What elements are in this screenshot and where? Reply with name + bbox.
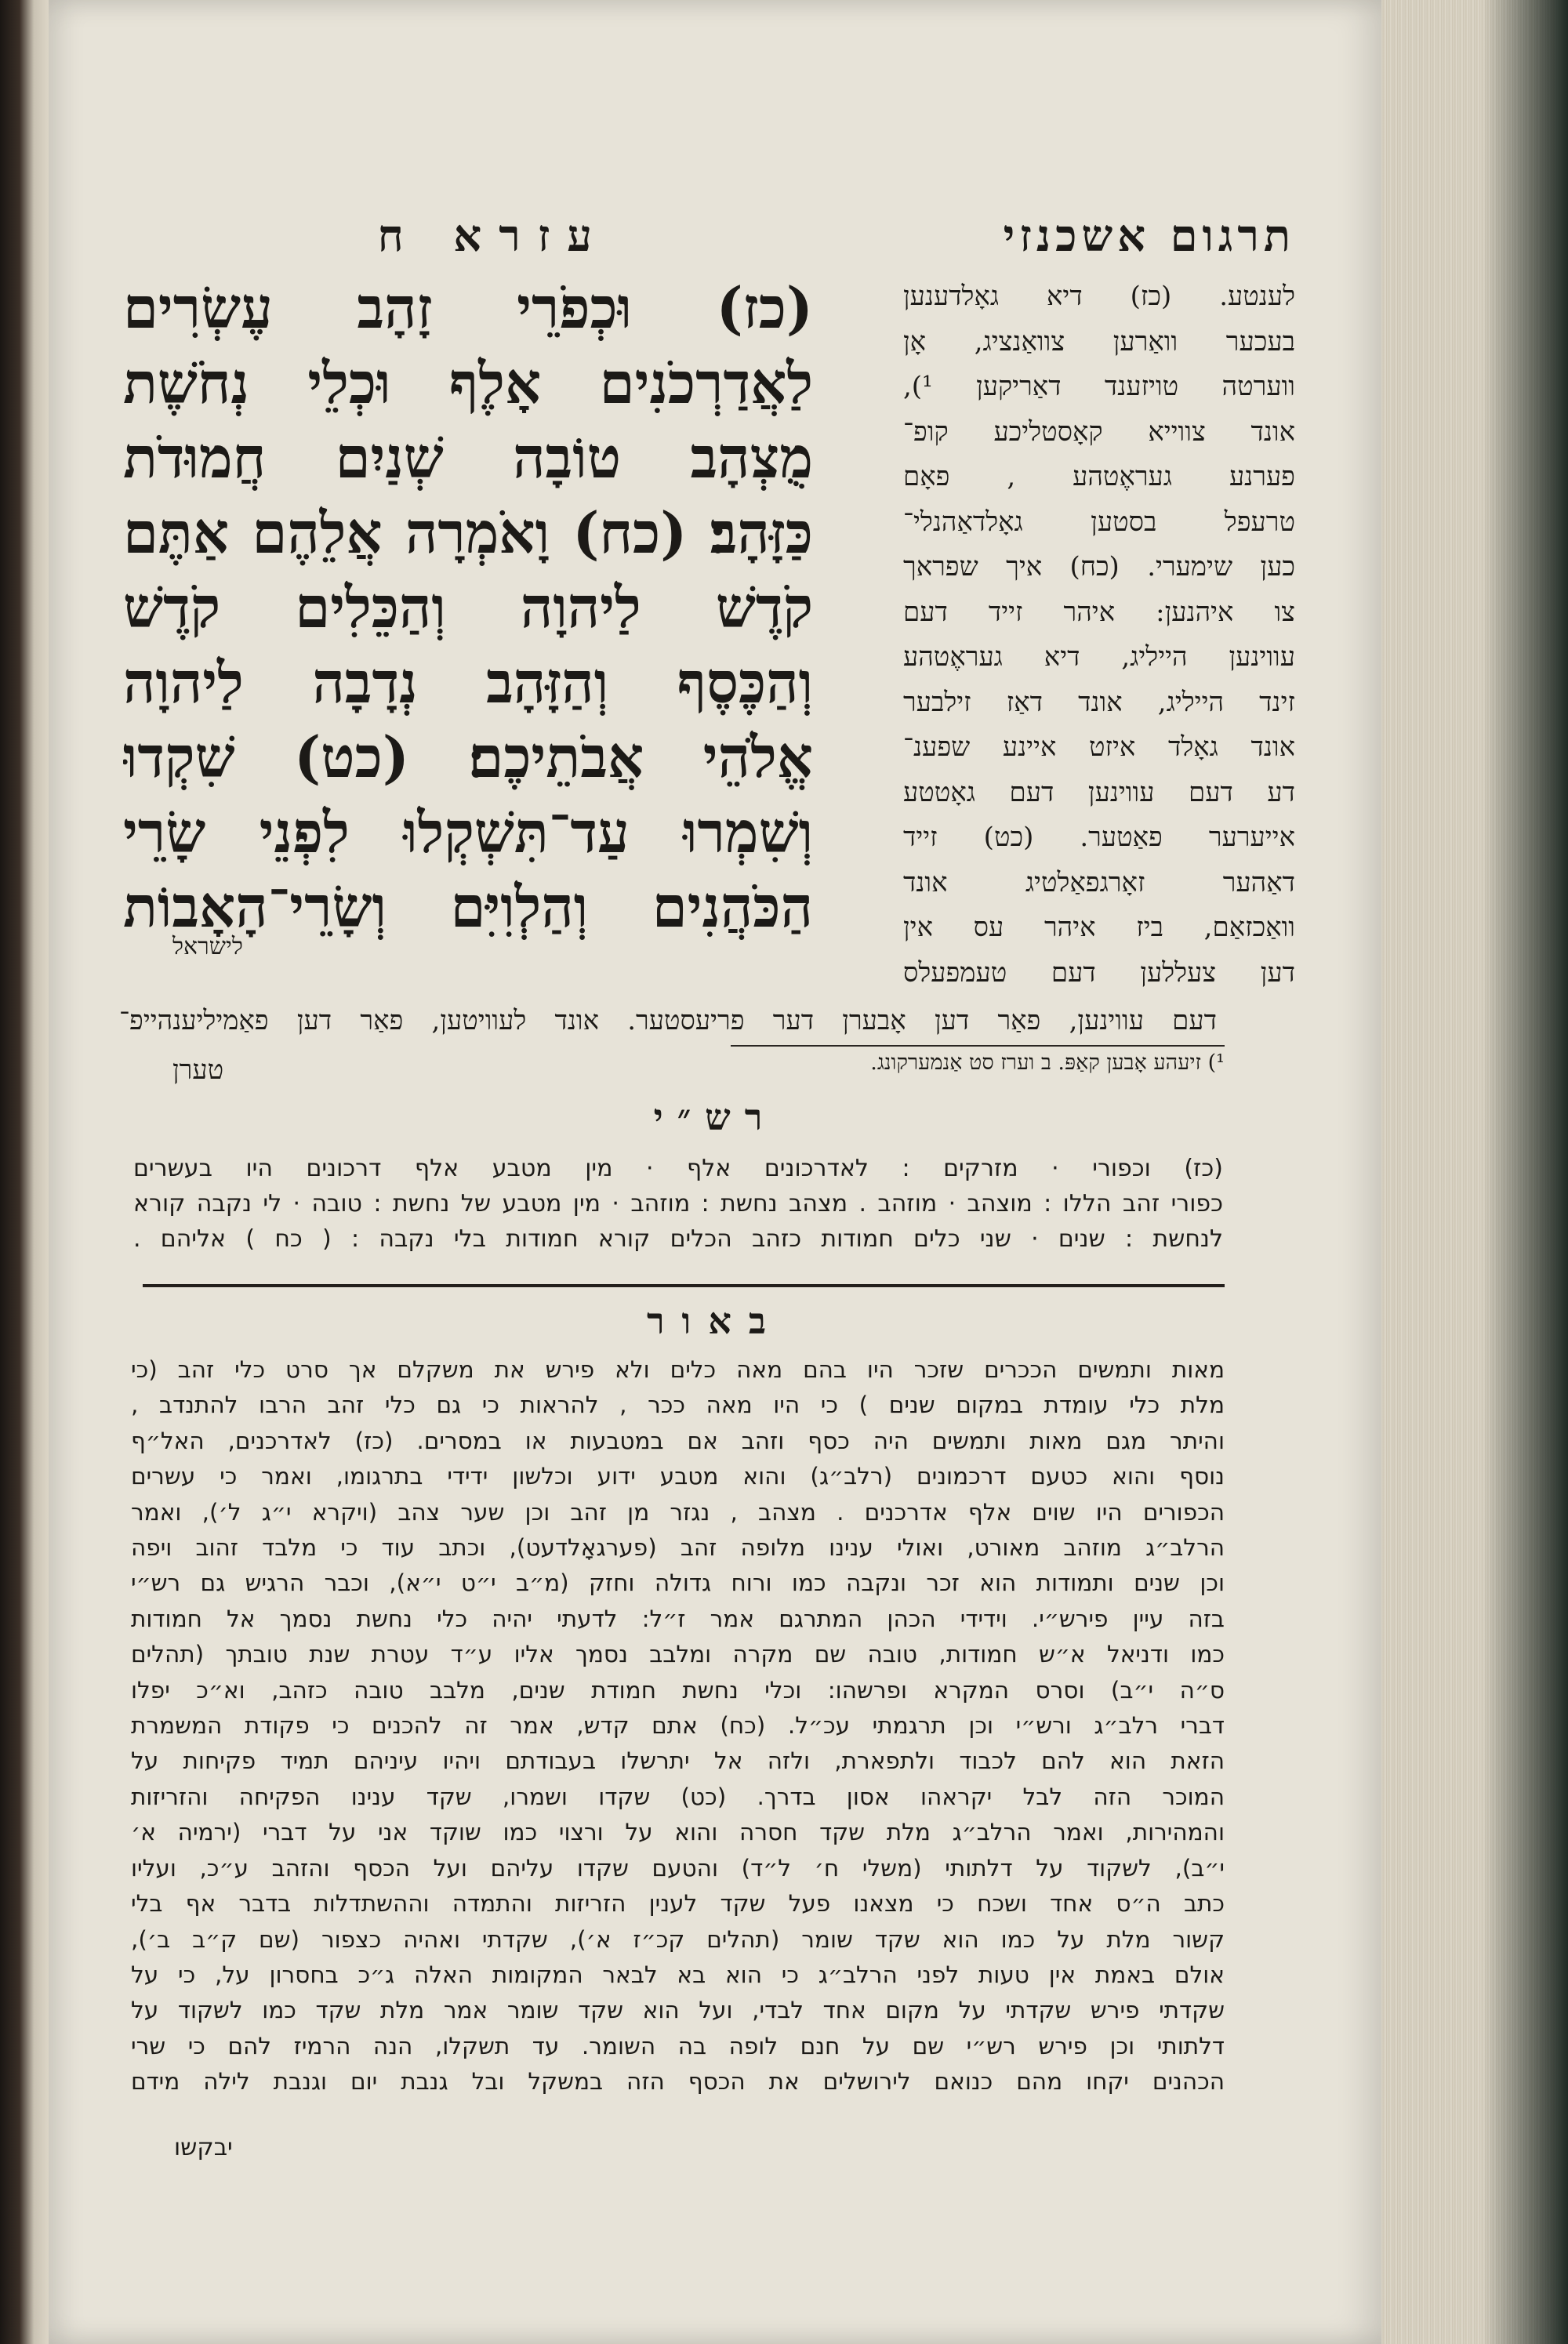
biur-line: מלת כלי עומדת במקום שנים ) כי היו מאה ככר , להראות כי גם כלי זהב הרבו להתנדב , — [131, 1392, 1225, 1419]
biur-line: אולם באמת אין טעות לפני הרלב״ג כי הוא בא לבאר המקומות האלה ג״כ בחסרון על, כי על — [131, 1961, 1225, 1988]
translation-line: וואַכזאַם, ביז איהר עס אין — [903, 912, 1295, 943]
rashi-heading: רש״י — [653, 1096, 777, 1138]
translation-line: ווערטה טויזענד דאַריקען ¹), — [903, 371, 1295, 402]
hebrew-line: קֹדֶשׁ לַיהוָה וְהַכֵּלִים קֹדֶשׁ — [123, 574, 813, 640]
hebrew-line: מֻצְהָב טוֹבָה שְׁנַיִם חֲמוּדֹת — [123, 424, 813, 491]
yiddish-translation-column — [903, 274, 1295, 996]
translation-catchword: טערן — [172, 1054, 224, 1086]
biur-line: בזה עיין פירש״י. וידידי הכהן המתרגם אמר ז״ל: לדעתי יהיה כלי נחשת נסמך אל חמודות — [131, 1605, 1225, 1632]
biur-commentary — [131, 1352, 1225, 2100]
hebrew-line: הַכֹּהֲנִים וְהַלְוִיִּם וְשָׂרֵי־הָאָבוֹת — [123, 873, 813, 940]
biur-heading: באור — [646, 1300, 784, 1342]
biur-line: המוכר הזה לבל יקראהו אסון בדרך. (כט) שקדו ושמרו, שקד ענינו הפקיחה והזריזות — [131, 1783, 1225, 1810]
translation-line: אונד צווייא קאָסטליכע קופ־ — [903, 415, 1295, 448]
book-page — [49, 0, 1381, 2344]
biur-line: דברי רלב״ג ורש״י וכן תרגמתי עכ״ל. (כח) אתם קדש, אמר זה להכנים כי פקודת המשמרת — [131, 1712, 1225, 1740]
biur-line: הכפורים היו שוים אלף אדרכנים . מצהב , נגזר מן זהב וכן שער צהב (ויקרא י״ג ל׳), ואמר — [131, 1498, 1225, 1526]
book-chapter-title: עזרא ח — [377, 210, 609, 262]
biur-line: קשור מלת על כמו הוא שקד שומר (תהלים קכ״ז א׳), שקדתי ואהיה כצפור (שם ק״ב ב׳), — [131, 1925, 1225, 1953]
translation-line: דאַהער זאָרגפאַלטיג אונד — [903, 866, 1295, 898]
biur-line: הכהנים יקחו מהם כנואם לירושלים את הכסף הזה במשקל ובל גנבת יום וגנבת לילה מידם — [131, 2068, 1225, 2095]
footnote-divider — [731, 1045, 1225, 1047]
translation-line: לענטע. (כז) דיא גאָלדענען — [903, 281, 1295, 312]
biur-line: כמו ודניאל א״ש חמודות, טובה שם מקרה ומלבב נסמך אליו ע״ד עטרת שנת טובתך (תהלים — [131, 1641, 1225, 1668]
biur-line: וכן שנים ותמודות הוא זכר ונקבה כמו ורוח גדולה וחזק (מ״ב י״ט י״א), וכבר הרגיש גם רש״י — [131, 1569, 1225, 1597]
biur-line: הזאת הוא להם לכבוד ולתפארת, ולזה אל יתרשלו בעבודתם ויהיו עיניהם תמיד פקיחות על — [131, 1747, 1225, 1775]
hebrew-line: לַאֲדַרְכֹנִים אָלֶף וּכְלֵי נְחֹשֶׁת — [123, 349, 813, 416]
biur-line: ס״ה י״ב) וסרס המקרא ופרשהו: וכלי נחשת חמודת שנים, מלבב טובה כזהב, וא״כ יפלו — [131, 1676, 1225, 1704]
hebrew-line: כַּזָּהָב׃ (כח) וָאֹמְרָה אֲלֵהֶם אַתֶּם — [123, 499, 813, 566]
book-binding-edge — [0, 0, 49, 2344]
rashi-line: לנחשת : שנים · שני כלים חמודות כזהב הכלים קורא חמודות בלי נקבה : ( כח ) אליהם . — [133, 1225, 1223, 1253]
rashi-line: כפורי זהב הללו : מוצהב · מוזהב . מצהב נחשת : מוזהב · מין מטבע של נחשת : טובה · לי נקבה קורא — [133, 1190, 1223, 1217]
translation-line: עווינען הייליג, דיא געראֶטהע — [903, 641, 1295, 673]
biur-line: והיתר מגם מאות ותמשים היה כסף וזהב אם במטבעות או במסרים. (כז) לאדרכנים, האל״ף — [131, 1427, 1225, 1454]
translation-line: כען שימערי. (כח) איך שפראך — [903, 551, 1295, 582]
hebrew-line: (כז) וּכְפֹרֵי זָהָב עֶשְׂרִים — [123, 274, 813, 341]
translation-column-title: תרגום אשכנזי — [1003, 210, 1295, 262]
hebrew-catchword: לישראל — [172, 933, 243, 960]
translation-line: טרעפל בסטען גאָלדאַהנלי־ — [903, 506, 1295, 538]
translation-line: דען צעללען דעם טעמפעלס — [903, 956, 1295, 989]
biur-line: שקדתי פירש שקדתי על מקום אחד לבדי, ועל הוא שקד שומר אמר מלת שקד כמו לשקוד על — [131, 1997, 1225, 2024]
hebrew-line: וְשִׁמְרוּ עַד־תִּשְׁקְלוּ לִפְנֵי שָׂרֵי — [123, 798, 813, 865]
translation-line: זינד הייליג, אונד דאַז זילבער — [903, 686, 1295, 718]
hebrew-scripture-text — [123, 270, 813, 945]
section-divider — [143, 1284, 1225, 1287]
translation-footnote: ¹) זיעהע אָבען קאַפּ. ב וערז סט אַנמערקונג. — [870, 1050, 1225, 1075]
hebrew-line: אֱלֹהֵי אֲבֹתֵיכֶם׃ (כט) שִׁקְדוּ — [123, 724, 813, 790]
biur-line: כתב ה״ס אחד ושכח כי מצאנו פעל שקד לענין הזריזות והתמדה וההשתדלות בדבר אף בלי — [131, 1890, 1225, 1918]
translation-line: אייערער פאַטער. (כט) זייד — [903, 822, 1295, 853]
biur-line: מאות ותמשים הככרים שזכר היו בהם מאה כלים ולא פירש את משקלם אך סרט כלי זהב (כי — [131, 1356, 1225, 1383]
biur-line: והמהירות, ואמר הרלב״ג מלת שקד חסרה והוא על ורצוי כמו שוקד אני על דברי (ירמיה א׳ — [131, 1819, 1225, 1846]
biur-line: נוסף והוא כטעם דרכמונים (רלב״ג) והוא מטבע ידוע וכלשון ידידי בתרגומו, ואמר כי עשרים — [131, 1463, 1225, 1490]
translation-full-width-line: דעם עווינען, פאַר דען אָבערן דער פריעסטער. אונד לעוויטען, פאַר דען פאַמיליענהייפ־ — [119, 1005, 1217, 1036]
rashi-commentary — [133, 1151, 1223, 1257]
biur-line: דלתותי וכן פירש רש״י שם על חנם לופה בה השומר. עד תשקלו, הנה הרמיז להם כי שרי — [131, 2032, 1225, 2059]
hebrew-line: וְהַכֶּסֶף וְהַזָּהָב נְדָבָה לַיהוָה — [123, 648, 813, 716]
translation-line: אונד גאָלד איזט איינע שפענ־ — [903, 731, 1295, 763]
biur-line: הרלב״ג מוזהב מאורט, ואולי ענינו מלופה זהב (פערגאָלדעט), וכתב עוד כי מלבד זהוב ויפה — [131, 1534, 1225, 1562]
biur-line: י״ב), לשקוד על דלתותי (משלי ח׳ ל״ד) והטעם שקדו עליהם ועל הכסף והזהב ע״כ, ועליו — [131, 1854, 1225, 1881]
translation-line: צו איהנען: איהר זייד דעם — [903, 596, 1295, 628]
translation-line: בעכער וואַרען צוואַנציג, אָן — [903, 325, 1295, 357]
translation-line: פערנע געראֶטהע , פאָם — [903, 461, 1295, 492]
translation-line: דע דעם עווינען דעם גאָטטע — [903, 776, 1295, 808]
rashi-line: (כז) וכפורי · מזרקים : לאדרכונים אלף · מין מטבע אלף דרכונים היו בעשרים — [133, 1155, 1223, 1182]
page-catchword: יבקשו — [174, 2134, 233, 2161]
page-stack-edges — [1381, 0, 1568, 2344]
